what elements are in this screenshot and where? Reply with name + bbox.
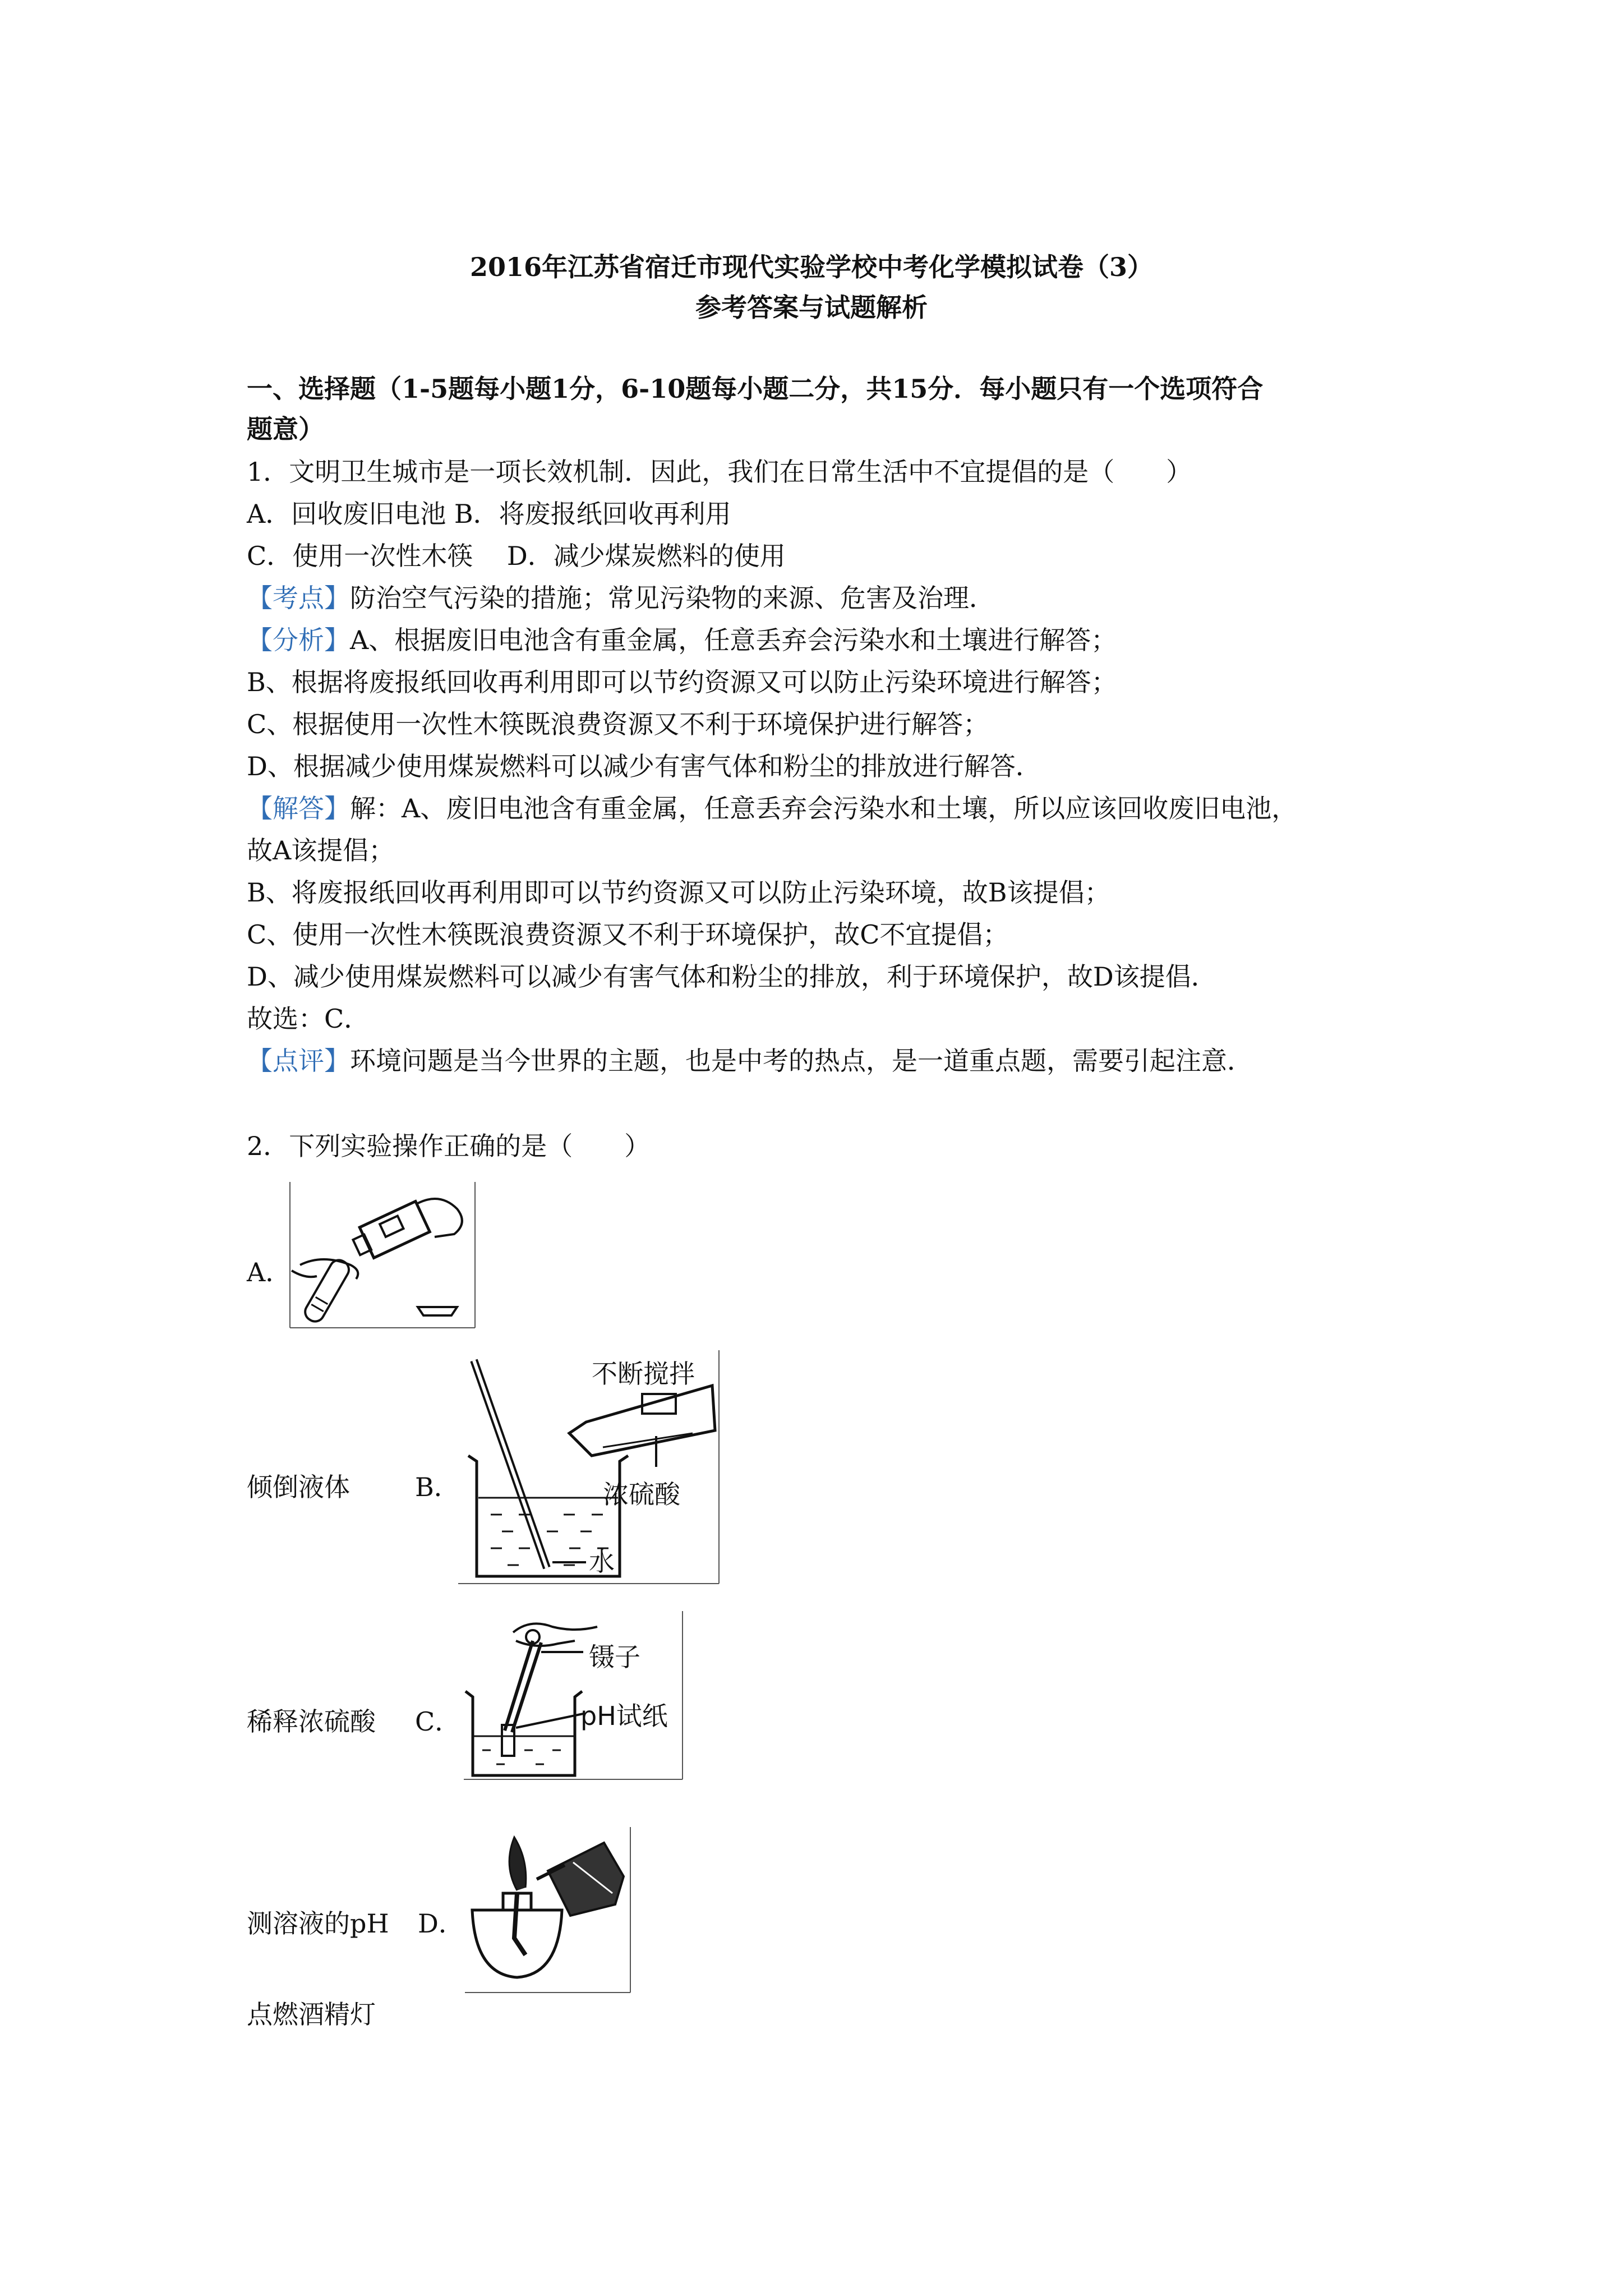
figure-measure-ph: [463, 1610, 684, 1781]
figure-dilute-acid: [457, 1349, 721, 1585]
q1-jieda: [247, 792, 1297, 825]
dianping-tag: 【点评】: [247, 1046, 350, 1076]
option-c-label: C．: [415, 1706, 461, 1737]
acid-label: 浓硫酸: [603, 1479, 680, 1510]
q1-options-ab: A．回收废旧电池 B．将废报纸回收再利用: [247, 499, 731, 529]
option-b-label: B．: [415, 1472, 460, 1502]
kaodian-tag: 【考点】: [247, 583, 350, 613]
jieda-a2: 故A该提倡；: [247, 835, 395, 866]
jieda-d: D、减少使用煤炭燃料可以减少有害气体和粉尘的排放，利于环境保护，故D该提倡．: [247, 961, 1217, 992]
option-a-caption: 倾倒液体: [247, 1472, 350, 1502]
dilute-acid-drawing: [457, 1349, 721, 1585]
section-heading-cont: 题意）: [247, 414, 324, 444]
q1-stem: 1．文明卫生城市是一项长效机制．因此，我们在日常生活中不宜提倡的是（ ）: [247, 457, 1192, 487]
fenxi-c: C、根据使用一次性木筷既浪费资源又不利于环境保护进行解答；: [247, 709, 989, 739]
fenxi-tag: 【分析】: [247, 625, 350, 655]
q1-options-cd: C．使用一次性木筷 D．减少煤炭燃料的使用: [247, 541, 786, 571]
tweezers-label: 镊子: [589, 1642, 640, 1672]
q1-kaodian: [247, 581, 995, 615]
figure-pour-liquid: [289, 1181, 477, 1329]
q1-fenxi: [247, 623, 1117, 657]
page-title: 2016年江苏省宿迁市现代实验学校中考化学模拟试卷（3）: [469, 252, 1154, 282]
figure-light-lamp: [464, 1826, 632, 1994]
ph-paper-label: pH试纸: [580, 1701, 668, 1731]
option-b-caption: 稀释浓硫酸: [247, 1706, 376, 1737]
kaodian-text: 防治空气污染的措施；常见污染物的来源、危害及治理．: [350, 583, 995, 613]
jieda-b: B、将废报纸回收再利用即可以节约资源又可以防止污染环境，故B该提倡；: [247, 877, 1110, 908]
fenxi-a: A、根据废旧电池含有重金属，任意丢弃会污染水和土壤进行解答；: [350, 625, 1117, 655]
q1-dianping: [247, 1044, 1253, 1078]
page-subtitle: 参考答案与试题解析: [695, 292, 928, 323]
measure-ph-drawing: [463, 1610, 684, 1781]
option-d-caption: 点燃酒精灯: [247, 1999, 376, 2030]
q2-stem: 2．下列实验操作正确的是（ ）: [247, 1131, 651, 1161]
section-heading: 一、选择题（1-5题每小题1分，6-10题每小题二分，共15分．每小题只有一个选项符合: [247, 374, 1264, 404]
light-lamp-drawing: [464, 1826, 632, 1994]
jieda-c: C、使用一次性木筷既浪费资源又不利于环境保护，故C不宜提倡；: [247, 919, 1009, 950]
q1-answer: 故选：C．: [247, 1004, 370, 1034]
pour-liquid-drawing: [289, 1181, 477, 1329]
fenxi-d: D、根据减少使用煤炭燃料可以减少有害气体和粉尘的排放进行解答．: [247, 751, 1041, 781]
dianping-text: 环境问题是当今世界的主题，也是中考的热点，是一道重点题，需要引起注意．: [350, 1046, 1253, 1076]
option-a-label: A．: [247, 1257, 292, 1287]
water-label: 水: [589, 1547, 615, 1577]
jieda-tag: 【解答】: [247, 793, 350, 823]
jieda-a1: 解：A、废旧电池含有重金属，任意丢弃会污染水和土壤，所以应该回收废旧电池，: [350, 793, 1298, 823]
option-d-label: D．: [418, 1908, 464, 1939]
stir-label: 不断搅拌: [592, 1359, 695, 1389]
fenxi-b: B、根据将废报纸回收再利用即可以节约资源又可以防止污染环境进行解答；: [247, 667, 1117, 697]
option-c-caption: 测溶液的pH: [247, 1908, 389, 1939]
